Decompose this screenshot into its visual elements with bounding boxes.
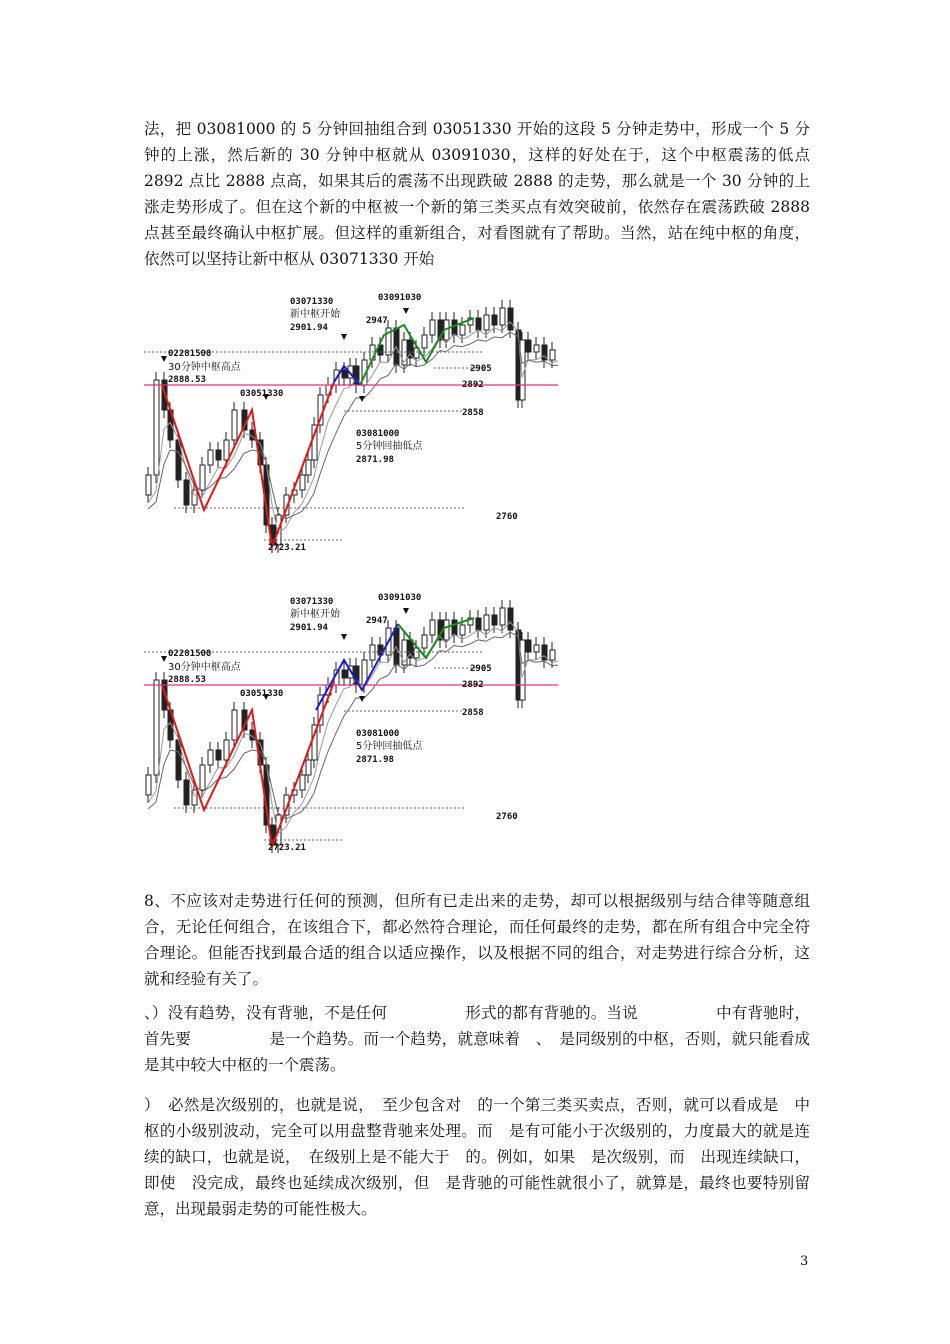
label-level-2947: 2947 [366, 316, 388, 326]
label-level-2858: 2858 [462, 708, 484, 718]
label-new-center-value: 2901.94 [290, 323, 328, 333]
label-pullback-text: 5分钟回抽低点 [356, 741, 423, 752]
candle-body [200, 465, 205, 490]
arrow-marker [341, 634, 347, 640]
candle-body [208, 450, 213, 465]
label-top-date: 03091030 [378, 593, 422, 603]
candle-body [300, 775, 305, 790]
candle-body [508, 608, 513, 630]
label-new-center-value: 2901.94 [290, 623, 328, 633]
label-level-2905: 2905 [470, 664, 492, 674]
candle-body [154, 680, 159, 775]
candle-body [146, 475, 151, 495]
candle-body [492, 615, 497, 625]
candle-body [460, 325, 465, 335]
label-top-date: 03091030 [378, 293, 422, 303]
label-level-2905: 2905 [470, 364, 492, 374]
candle-body [184, 480, 189, 505]
section-8-p1: 8、不应该对走势进行任何的预测，但所有已走出来的走势，却可以根据级别与结合律等随意组合，无论任何组合，在该组合下，都必然符合理论，而任何最终的走势，都在所有组合中完全符合理论。但能否找到最合适的组合以适应操作，以及根据不同的组合，对走势进行综合分析，这就和经验有关了。 [144, 892, 810, 988]
chart-1-svg [144, 290, 558, 558]
label-level-2892: 2892 [462, 380, 484, 390]
label-pullback-text: 5分钟回抽低点 [356, 441, 423, 452]
label-level-2947: 2947 [366, 616, 388, 626]
label-new-center-date: 03071330 [290, 597, 334, 607]
candle-body [216, 750, 221, 760]
candle-body [452, 620, 457, 635]
candle-body [146, 775, 151, 795]
page-number: 3 [800, 1254, 809, 1269]
label-level-2858: 2858 [462, 408, 484, 418]
chart-2-svg [144, 590, 558, 858]
candle-body [184, 780, 189, 805]
candle-body [422, 335, 427, 348]
candle-body [476, 618, 481, 630]
candle-body [394, 628, 399, 665]
candle-body [224, 440, 229, 460]
candle-body [154, 380, 159, 475]
label-low-value: 2723.21 [268, 543, 306, 553]
candle-body [444, 620, 449, 640]
chart-1 [144, 290, 558, 558]
label-high-date: 02281500 [168, 649, 212, 659]
arrow-marker [341, 334, 347, 340]
candles [146, 600, 555, 853]
candle-body [342, 670, 347, 678]
arrow-marker [161, 656, 167, 662]
candle-body [534, 645, 539, 652]
candle-body [306, 460, 311, 475]
intro-paragraph [144, 116, 810, 272]
candle-body [342, 370, 347, 378]
arrow-marker [359, 696, 365, 702]
candle-body [526, 640, 531, 652]
candle-body [300, 475, 305, 490]
label-new-center-date: 03071330 [290, 297, 334, 307]
candle-body [484, 315, 489, 330]
chart-2 [144, 590, 558, 858]
label-level-2760: 2760 [496, 812, 518, 822]
arrow-marker [403, 308, 409, 314]
candle-body [508, 308, 513, 330]
arrow-marker [403, 608, 409, 614]
candle-body [500, 608, 505, 625]
candle-body [200, 765, 205, 790]
label-mid-date: 03051330 [240, 389, 284, 399]
candles [146, 300, 555, 553]
label-high-date: 02281500 [168, 349, 212, 359]
intro-text: 法，把 03081000 的 5 分钟回抽组合到 03051330 开始的这段 5 分钟走势中，形成一个 5 分钟的上涨，然后新的 30 分钟中枢就从 03091030，这样的好处在于，这个中枢震荡的低点 2892 点比 2888 点高，如果其后的震荡不出现跌破 2888 的走势，那么就是一个 30 分钟的上涨走势形成了。但在这个新的中枢被一个新的第三类买点有效突破前，依然存在震荡跌破 2888 点甚至最终确认中枢扩展。但这样的重新组合，对看图就有了帮助。当然，站在纯中枢的角度，依然可以坚持让新中枢从 03071330 开始 [144, 120, 810, 268]
label-level-2760: 2760 [496, 512, 518, 522]
candle-body [500, 308, 505, 325]
label-high-text: 30分钟中枢高点 [168, 662, 241, 673]
candle-body [460, 625, 465, 635]
label-new-center-text: 新中枢开始 [290, 609, 340, 620]
moving-average-line [148, 332, 558, 518]
label-low-value: 2723.21 [268, 843, 306, 853]
moving-average-line [148, 632, 558, 818]
candle-body [534, 345, 539, 352]
candle-body [492, 315, 497, 325]
label-pullback-date: 03081000 [356, 429, 400, 439]
candle-body [216, 450, 221, 460]
section-8 [144, 888, 810, 1222]
candle-body [526, 340, 531, 352]
candle-body [306, 760, 311, 775]
section-8-p2: 、）没有趋势，没有背驰，不是任何 形式的都有背驰的。当说 中有背驰时，首先要 是一个趋势。而一个趋势，就意味着 、 是同级别的中枢，否则，就只能看成是其中较大中枢的一个震荡。 [144, 1004, 810, 1074]
candle-body [430, 320, 435, 335]
candle-body [430, 620, 435, 635]
label-high-text: 30分钟中枢高点 [168, 362, 241, 373]
candle-body [232, 410, 237, 440]
candle-body [484, 615, 489, 630]
candle-body [476, 318, 481, 330]
arrow-marker [161, 356, 167, 362]
label-level-2892: 2892 [462, 680, 484, 690]
arrow-marker [359, 396, 365, 402]
candle-body [550, 350, 555, 360]
label-pullback-date: 03081000 [356, 729, 400, 739]
candle-body [422, 635, 427, 648]
candle-body [550, 650, 555, 660]
label-pullback-value: 2871.98 [356, 755, 394, 765]
candle-body [394, 328, 399, 365]
label-high-value: 2888.53 [168, 675, 206, 685]
candle-body [224, 740, 229, 760]
label-new-center-text: 新中枢开始 [290, 309, 340, 320]
label-pullback-value: 2871.98 [356, 455, 394, 465]
candle-body [208, 750, 213, 765]
section-8-p3: ） 必然是次级别的，也就是说， 至少包含对 的一个第三类买卖点，否则，就可以看成是 中枢的小级别波动，完全可以用盘整背驰来处理。而 是有可能小于次级别的，力度最大的就是连续的缺口，也就是说， 在级别上是不能大于 的。例如，如果 是次级别，而 出现连续缺口，即使 没完成，最终也延续成次级别，但 是背驰的可能性就很小了，就算是，最终也要特别留意，出现最弱走势的可能性极大。 [144, 1096, 810, 1218]
candle-body [232, 710, 237, 740]
label-mid-date: 03051330 [240, 689, 284, 699]
label-high-value: 2888.53 [168, 375, 206, 385]
